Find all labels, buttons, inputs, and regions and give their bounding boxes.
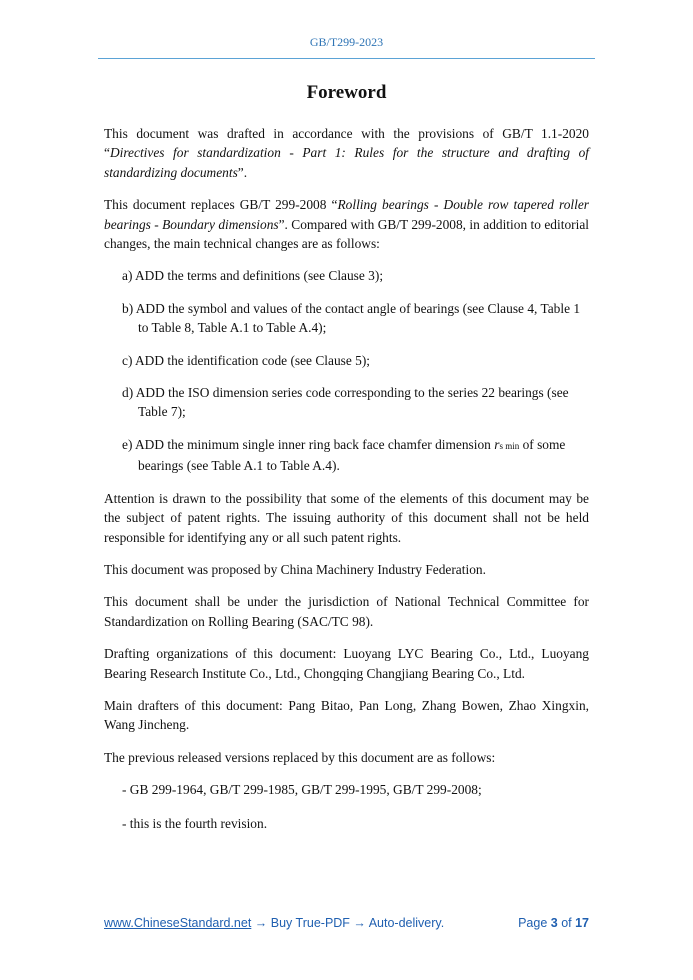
total-pages: 17	[575, 916, 589, 930]
standard-title-italic: Directives for standardization - Part 1: Rules for the structure and drafting of standardizing documents	[104, 145, 589, 180]
page-footer	[104, 916, 589, 930]
doc-code: GB/T299-2023	[309, 35, 384, 49]
chamfer-symbol-subscript: s min	[499, 440, 520, 451]
paragraph-patent-attention: Attention is drawn to the possibility that some of the elements of this document may be the subject of patent rights. The issuing authority of this document shall not be held responsible for identifying any or all such patent rights.	[104, 490, 589, 545]
replaced-standard-title-italic: Rolling bearings - Double row tapered roller bearings - Boundary dimensions	[104, 197, 589, 232]
site-link[interactable]: www.ChineseStandard.net	[104, 916, 252, 930]
page-indicator: Page 3 of 17	[518, 916, 589, 930]
previous-version-item: - this is the fourth revision.	[122, 815, 268, 831]
document-body	[104, 124, 589, 847]
paragraph-previous-versions: The previous released versions replaced by this document are as follows:	[104, 749, 496, 765]
change-item-c: c) ADD the identification code (see Clause 5);	[122, 352, 371, 368]
paragraph-drafting-provisions: This document was drafted in accordance with the provisions of GB/T 1.1-2020 “Directives for standardization - Part 1: Rules for the structure and drafting of standardizing documents”.	[104, 126, 589, 180]
footer-promo	[104, 916, 444, 930]
previous-version-item: - GB 299-1964, GB/T 299-1985, GB/T 299-1995, GB/T 299-2008;	[122, 782, 482, 798]
paragraph-main-drafters: Main drafters of this document: Pang Bitao, Pan Long, Zhang Bowen, Zhao Xingxin, Wang Jincheng.	[104, 697, 589, 733]
change-item-a: a) ADD the terms and definitions (see Clause 3);	[122, 268, 384, 284]
change-item-d: d) ADD the ISO dimension series code corresponding to the series 22 bearings (see Table 7);	[122, 385, 569, 420]
chamfer-symbol: r	[494, 436, 500, 452]
paragraph-replaces: This document replaces GB/T 299-2008 “Rolling bearings - Double row tapered roller bearings - Boundary dimensions”. Compared with GB/T 299-2008, in addition to editorial changes, the main technical changes are as follows:	[104, 197, 589, 252]
promo-text: → Buy True-PDF → Auto-delivery.	[251, 916, 445, 930]
paragraph-jurisdiction: This document shall be under the jurisdiction of National Technical Committee for Standardization on Rolling Bearing (SAC/TC 98).	[104, 594, 589, 629]
change-item-b: b) ADD the symbol and values of the contact angle of bearings (see Clause 4, Table 1 to Table 8, Table A.1 to Table A.4);	[122, 300, 581, 336]
paragraph-proposed-by: This document was proposed by China Machinery Industry Federation.	[104, 561, 486, 577]
paragraph-drafting-organizations: Drafting organizations of this document: Luoyang LYC Bearing Co., Ltd., Luoyang Bearing Research Institute Co., Ltd., Chongqing Changjiang Bearing Co., Ltd.	[104, 646, 589, 681]
current-page-number: 3	[550, 916, 558, 930]
page-header	[98, 30, 595, 59]
page-title: Foreword	[306, 82, 387, 103]
change-item-e: e) ADD the minimum single inner ring back face chamfer dimension rs min of some bearings (see Table A.1 to Table A.4).	[122, 436, 566, 474]
